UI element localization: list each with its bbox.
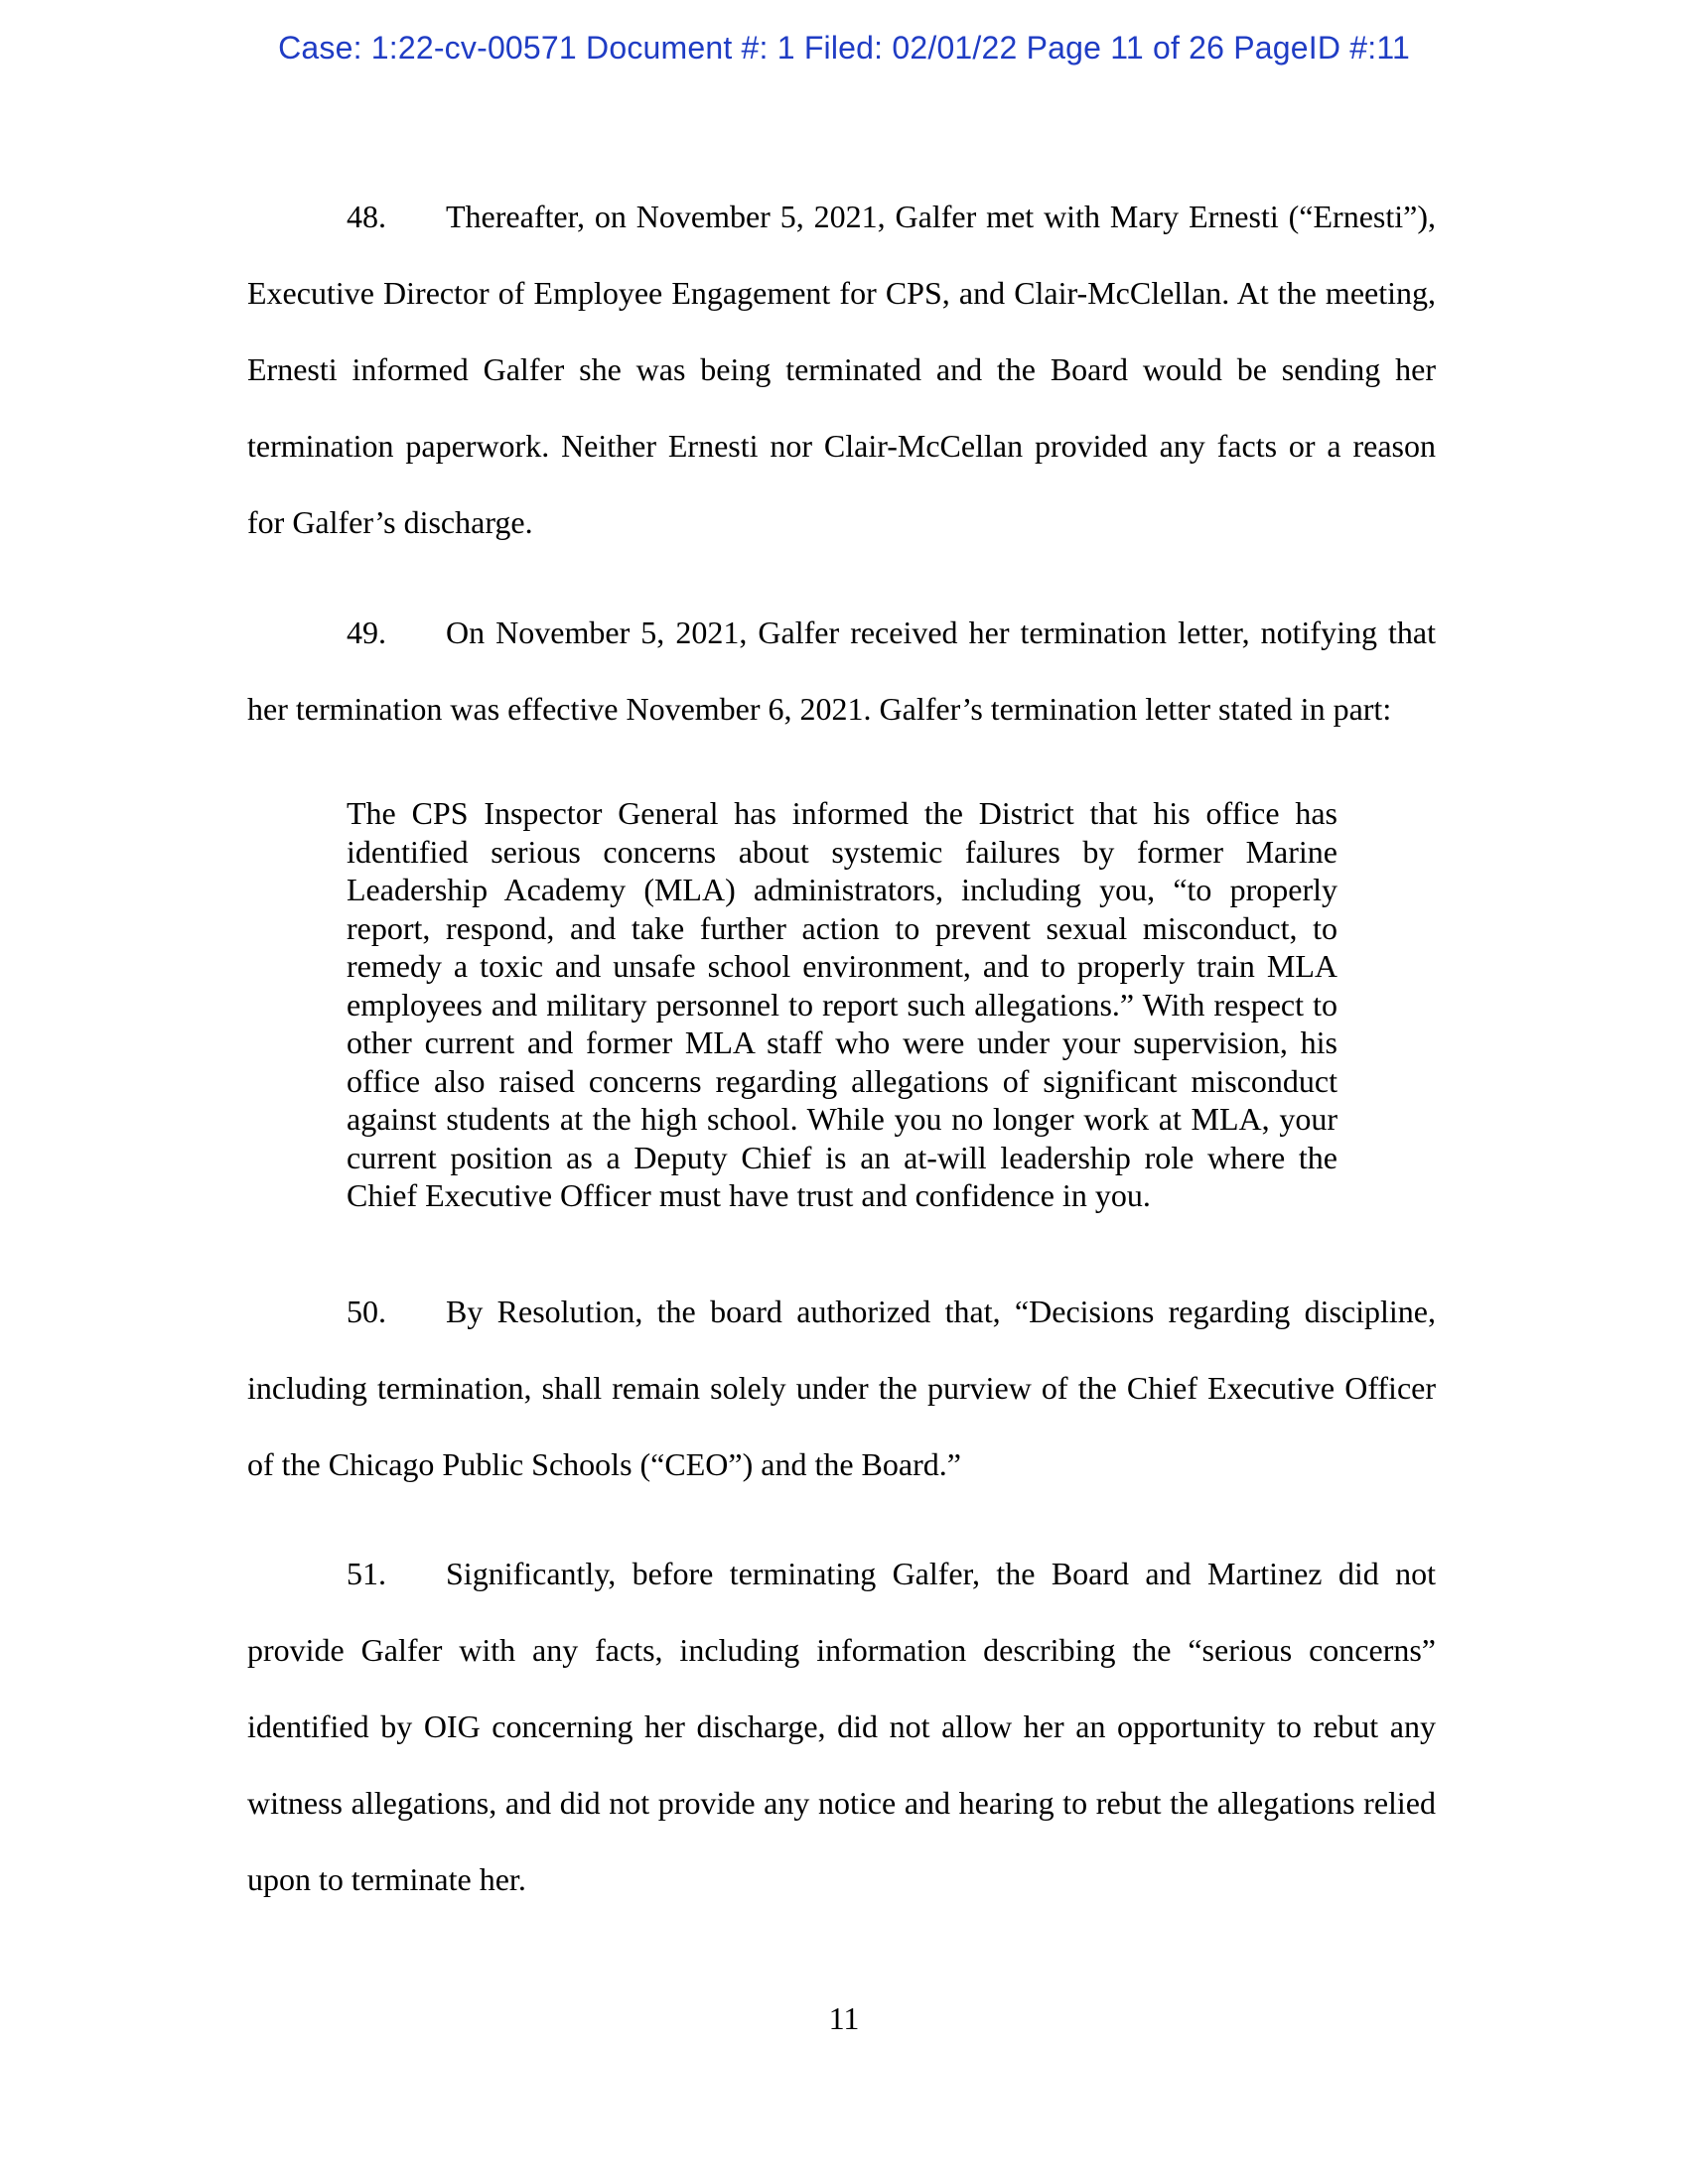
paragraph-number: 49.	[347, 614, 386, 650]
paragraph-number: 50.	[347, 1294, 386, 1329]
case-header: Case: 1:22-cv-00571 Document #: 1 Filed: 02/01/22 Page 11 of 26 PageID #:11	[278, 30, 1410, 66]
block-quote: The CPS Inspector General has informed the District that his office has identified serious concerns about systemic failures by former Marine Leadership Academy (MLA) administrators, including you, “to properly report, respond, and take further action to prevent sexual misconduct, to remedy a toxic and unsafe school environment, and to properly train MLA employees and military personnel to report such allegations.” With respect to other current and former MLA staff who were under your supervision, his office also raised concerns regarding allegations of significant misconduct against students at the high school. While you no longer work at MLA, your current position as a Deputy Chief is an at-will leadership role where the Chief Executive Officer must have trust and confidence in you.	[347, 795, 1337, 1213]
paragraph-number: 51.	[347, 1556, 386, 1591]
paragraph-text: Thereafter, on November 5, 2021, Galfer met with Mary Ernesti (“Ernesti”), Executive Director of Employee Engagement for CPS, and Clair-McClellan. At the meeting, Ernesti informed Galfer she was being terminated and the Board would be sending her termination paperwork. Neither Ernesti nor Clair-McCellan provided any facts or a reason for Galfer’s discharge.	[247, 199, 1436, 540]
paragraph-51	[247, 1536, 1436, 1918]
paragraph-49	[247, 595, 1436, 748]
paragraph-48	[247, 179, 1436, 561]
paragraph-text: By Resolution, the board authorized that, “Decisions regarding discipline, including termination, shall remain solely under the purview of the Chief Executive Officer of the Chicago Public Schools (“CEO”) and the Board.”	[247, 1294, 1436, 1482]
paragraph-text: On November 5, 2021, Galfer received her termination letter, notifying that her termination was effective November 6, 2021. Galfer’s termination letter stated in part:	[247, 614, 1436, 727]
page-number: 11	[828, 2000, 860, 2036]
paragraph-text: Significantly, before terminating Galfer, the Board and Martinez did not provide Galfer with any facts, including information describing the “serious concerns” identified by OIG concerning her discharge, did not allow her an opportunity to rebut any witness allegations, and did not provide any notice and hearing to rebut the allegations relied upon to terminate her.	[247, 1556, 1436, 1897]
paragraph-50	[247, 1274, 1436, 1503]
paragraph-number: 48.	[347, 199, 386, 234]
